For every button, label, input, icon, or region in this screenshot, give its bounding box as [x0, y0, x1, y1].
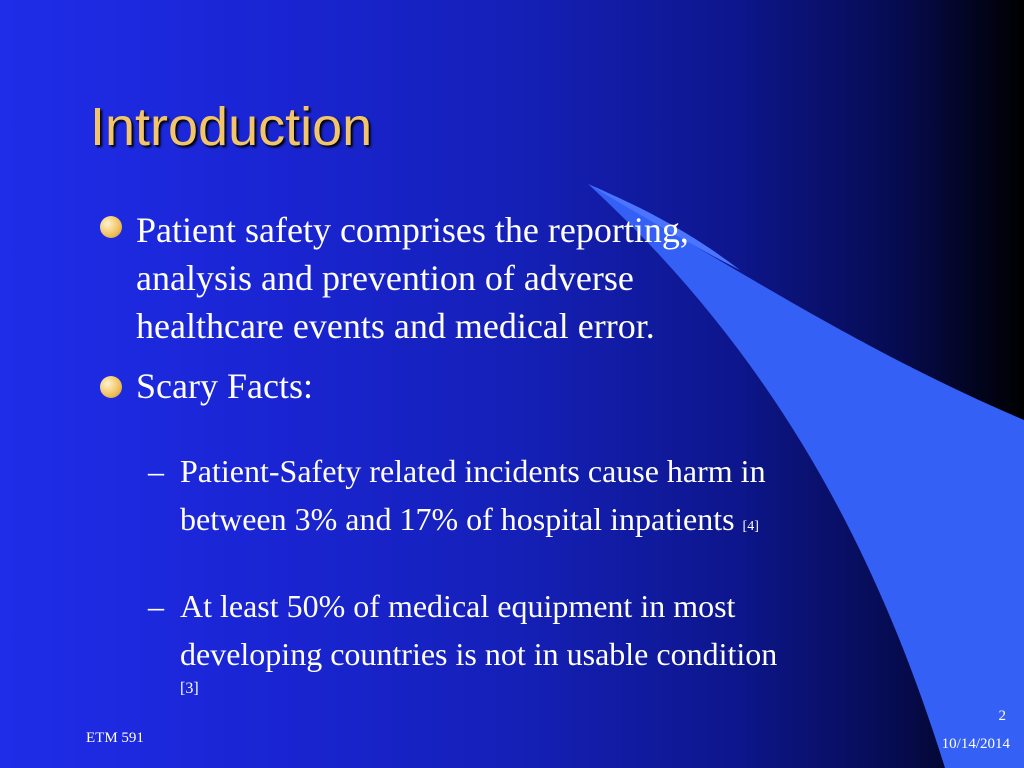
sub-bullet-1-line-1: Patient-Safety related incidents cause harm in [180, 453, 766, 489]
sub-bullet-1-dash: – [148, 453, 164, 489]
sub-bullet-2-reference: [3] [180, 680, 199, 697]
bullet-marker [100, 376, 122, 398]
sub-bullet-2-dash: – [148, 588, 164, 624]
sub-bullet-2-line-2: developing countries is not in usable condition [180, 636, 778, 672]
sub-bullet-1-text: between 3% and 17% of hospital inpatients [180, 501, 735, 537]
sub-bullet-1-line-2 [180, 495, 940, 551]
sub-bullet-1-reference: [4] [742, 519, 759, 534]
bullet-1-line-1: Patient safety comprises the reporting, [136, 210, 689, 250]
bullet-2-line-1: Scary Facts: [136, 366, 313, 406]
sub-bullet-2-line-1: At least 50% of medical equipment in most [180, 588, 736, 624]
bullet-1-line-3: healthcare events and medical error. [136, 306, 655, 346]
bullet-1-line-2: analysis and prevention of adverse [136, 258, 634, 298]
slide-title: Introduction [90, 97, 373, 157]
footer-date: 10/14/2014 [941, 736, 1010, 752]
bullet-marker [100, 216, 122, 238]
footer-course: ETM 591 [86, 730, 144, 746]
footer-page-number: 2 [998, 708, 1006, 724]
